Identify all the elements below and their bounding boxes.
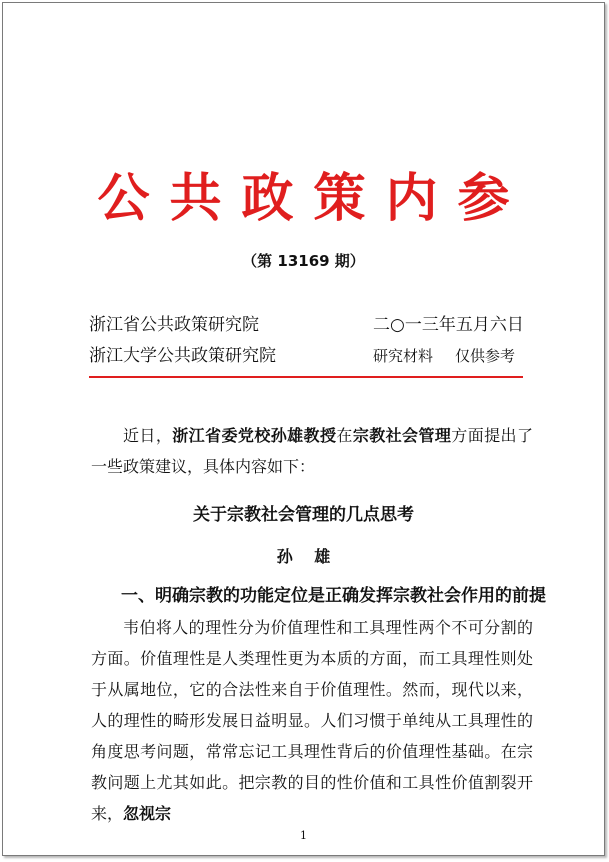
body-paragraph	[91, 612, 533, 829]
intro-text-3: 方面提出了一些政策建议，具体内容如下：	[91, 426, 533, 476]
intro-text-2: 在	[336, 426, 353, 445]
document-page	[2, 2, 605, 856]
publish-date: 二○一三年五月六日	[373, 315, 524, 335]
intro-author: 浙江省委党校孙雄教授	[172, 426, 337, 445]
intro-text-1: 近日，	[123, 426, 173, 445]
material-label: 研究材料	[373, 347, 434, 365]
paragraph-text: 韦伯将人的理性分为价值理性和工具理性两个不可分割的方面。价值理性是人类理性更为本质的方面，而工具理性则处于从属地位，它的合法性来自于价值理性。然而，现代以来，人的理性的畸形发展日益明显。人们习惯于单纯从工具理性的角度思考问题，常常忘记工具理性背后的价值理性基础。在宗教问题上尤其如此。把宗教的目的性价值和工具性价值割裂开来，	[91, 618, 533, 823]
page-number: 1	[300, 829, 307, 842]
publisher-2: 浙江大学公共政策研究院	[89, 346, 276, 366]
section-heading: 一、明确宗教的功能定位是正确发挥宗教社会作用的前提	[121, 586, 546, 606]
publisher-1: 浙江省公共政策研究院	[89, 315, 259, 335]
masthead-title: 公共政策内参	[97, 168, 530, 229]
paragraph-bold-tail: 忽视宗	[123, 804, 172, 823]
article-title: 关于宗教社会管理的几点思考	[193, 505, 414, 525]
intro-topic: 宗教社会管理	[352, 426, 452, 445]
classification	[373, 345, 515, 367]
red-divider	[89, 376, 523, 378]
intro-paragraph	[91, 420, 533, 482]
issue-number: （第 13169 期）	[242, 252, 365, 270]
reference-label: 仅供参考	[455, 347, 516, 365]
article-author: 孙 雄	[276, 547, 339, 566]
